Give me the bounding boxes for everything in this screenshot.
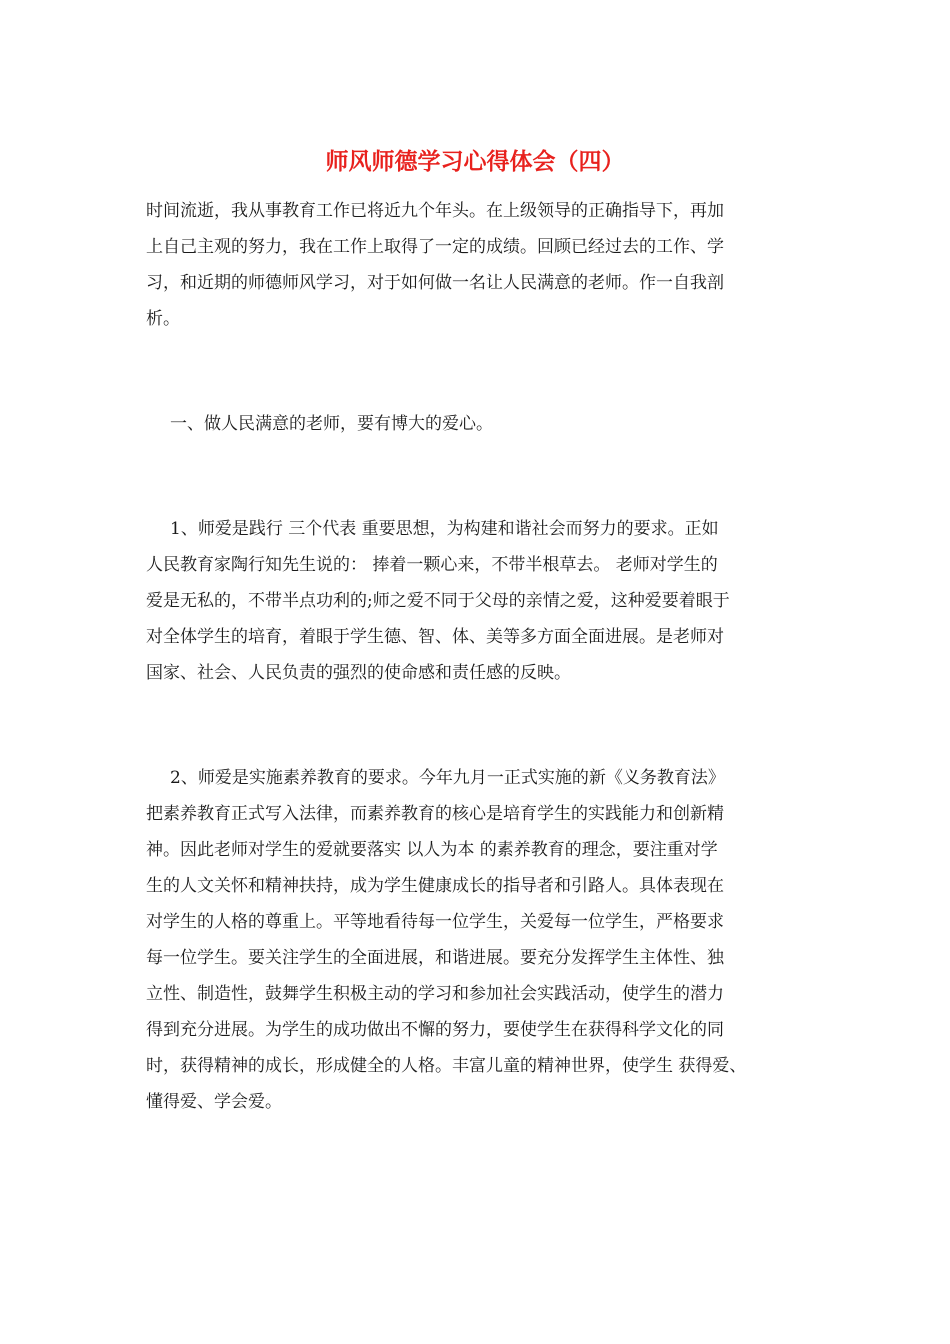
document-title: 师风师德学习心得体会（四） [325,148,625,175]
paragraph-1-line-5: 国家、社会、人民负责的强烈的使命感和责任感的反映。 [146,663,571,683]
paragraph-2-line-7: 立性、制造性，鼓舞学生积极主动的学习和参加社会实践活动，使学生的潜力 [146,984,724,1004]
paragraph-2-line-1: 2、师爱是实施素养教育的要求。今年九月一正式实施的新《义务教育法》 [170,768,725,788]
paragraph-1-line-3: 爱是无私的，不带半点功利的;师之爱不同于父母的亲情之爱，这种爱要着眼于 [146,591,730,611]
section-heading-1: 一、做人民满意的老师，要有博大的爱心。 [170,414,493,434]
intro-line-1: 时间流逝，我从事教育工作已将近九个年头。在上级领导的正确指导下，再加 [146,201,724,221]
paragraph-2-line-10: 懂得爱、学会爱。 [146,1092,282,1112]
paragraph-2-line-5: 对学生的人格的尊重上。平等地看待每一位学生，关爱每一位学生，严格要求 [146,912,724,932]
paragraph-1-line-1: 1、师爱是践行 三个代表 重要思想，为构建和谐社会而努力的要求。正如 [170,519,719,539]
paragraph-2-line-2: 把素养教育正式写入法律，而素养教育的核心是培育学生的实践能力和创新精 [146,804,724,824]
paragraph-2-line-3: 神。因此老师对学生的爱就要落实 以人为本 的素养教育的理念，要注重对学 [146,840,718,860]
paragraph-2-line-9: 时，获得精神的成长，形成健全的人格。丰富儿童的精神世界，使学生 获得爱、 [146,1056,747,1076]
intro-line-4: 析。 [146,309,180,329]
paragraph-2-line-6: 每一位学生。要关注学生的全面进展，和谐进展。要充分发挥学生主体性、独 [146,948,724,968]
intro-line-3: 习，和近期的师德师风学习，对于如何做一名让人民满意的老师。作一自我剖 [146,273,724,293]
paragraph-2-line-4: 生的人文关怀和精神扶持，成为学生健康成长的指导者和引路人。具体表现在 [146,876,724,896]
paragraph-1-line-4: 对全体学生的培育，着眼于学生德、智、体、美等多方面全面进展。是老师对 [146,627,724,647]
paragraph-2-line-8: 得到充分进展。为学生的成功做出不懈的努力，要使学生在获得科学文化的同 [146,1020,724,1040]
paragraph-1-line-2: 人民教育家陶行知先生说的： 捧着一颗心来，不带半根草去。 老师对学生的 [146,555,718,575]
intro-line-2: 上自己主观的努力，我在工作上取得了一定的成绩。回顾已经过去的工作、学 [146,237,724,257]
